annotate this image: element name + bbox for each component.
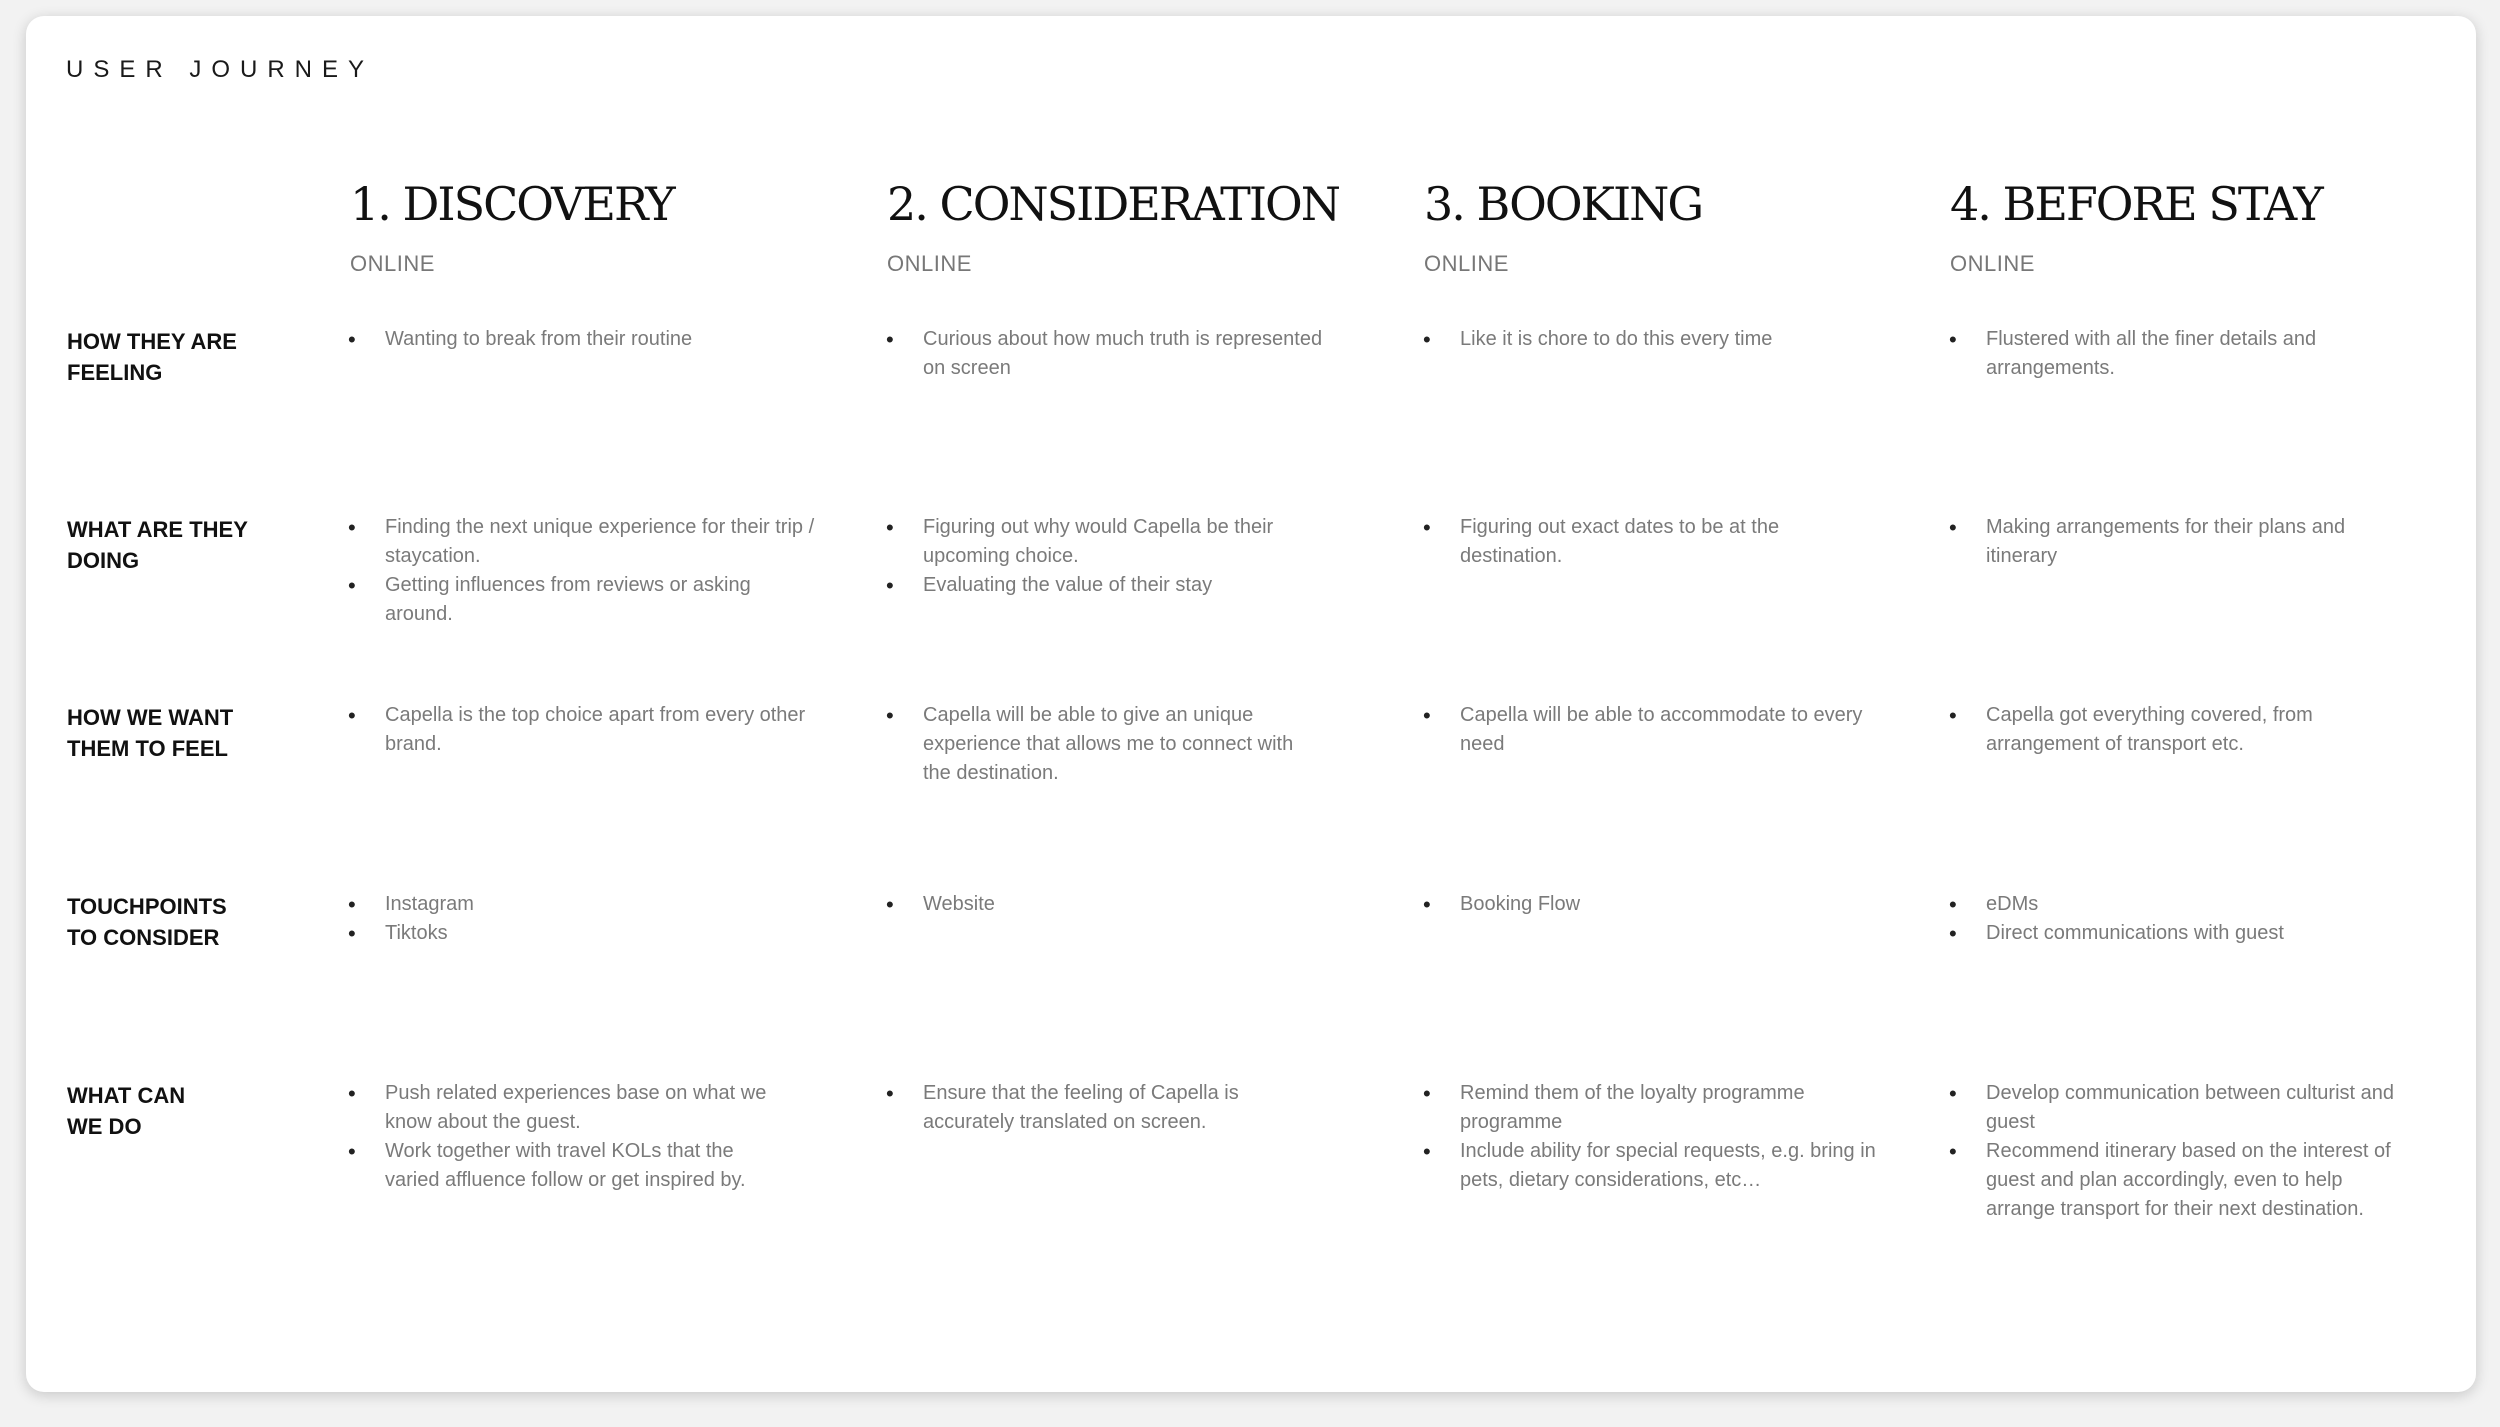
cell-touchpoints-consideration	[884, 890, 1324, 919]
stage-header-before-stay	[1950, 176, 2420, 278]
list-item: • Website	[884, 890, 1324, 919]
list-item: • Capella is the top choice apart from every other brand.	[346, 701, 816, 759]
list-item: • Capella will be able to give an unique experience that allows me to connect with the destination.	[884, 701, 1324, 788]
list-item: • Recommend itinerary based on the interest of guest and plan accordingly, even to help arrange transport for their next destination.	[1947, 1137, 2397, 1224]
row-label-want-to-feel: HOW WE WANT THEM TO FEEL	[67, 705, 234, 761]
list-item: • Figuring out why would Capella be their upcoming choice.	[884, 513, 1324, 571]
stage-channel: ONLINE	[1424, 251, 1509, 276]
list-item: • Instagram	[346, 890, 816, 919]
row-label-feeling: HOW THEY ARE FEELING	[67, 329, 237, 385]
list-item: • Ensure that the feeling of Capella is accurately translated on screen.	[884, 1079, 1324, 1137]
stage-title: 4. BEFORE STAY	[1950, 177, 2322, 231]
stage-header-consideration	[887, 176, 1357, 278]
cell-touchpoints-discovery	[346, 890, 816, 948]
row-label-touchpoints: TOUCHPOINTS TO CONSIDER	[67, 894, 227, 950]
list-item: • Remind them of the loyalty programme programme	[1421, 1079, 1891, 1137]
row-label-what-we-do: WHAT CAN WE DO	[67, 1083, 186, 1139]
stage-channel: ONLINE	[1950, 251, 2035, 276]
list-item: • Direct communications with guest	[1947, 919, 2377, 948]
row-label-doing: WHAT ARE THEY DOING	[67, 517, 248, 573]
cell-doing-before-stay	[1947, 513, 2377, 571]
list-item: • Wanting to break from their routine	[346, 325, 816, 354]
cell-actions-booking	[1421, 1079, 1891, 1195]
stage-channel: ONLINE	[350, 251, 435, 276]
stage-title: 2. CONSIDERATION	[887, 177, 1339, 231]
cell-feeling-before-stay	[1947, 325, 2377, 383]
list-item: • Push related experiences base on what we know about the guest.	[346, 1079, 786, 1137]
cell-want-consideration	[884, 701, 1324, 788]
list-item: • Curious about how much truth is represented on screen	[884, 325, 1324, 383]
cell-feeling-discovery	[346, 325, 816, 354]
list-item: • Capella will be able to accommodate to every need	[1421, 701, 1891, 759]
list-item: • eDMs	[1947, 890, 2377, 919]
page-title: USER JOURNEY	[66, 56, 375, 83]
list-item: • Evaluating the value of their stay	[884, 571, 1324, 600]
list-item: • Getting influences from reviews or asking around.	[346, 571, 816, 629]
cell-actions-discovery	[346, 1079, 786, 1195]
stage-title: 3. BOOKING	[1424, 177, 1703, 231]
stage-title: 1. DISCOVERY	[350, 177, 674, 231]
cell-want-booking	[1421, 701, 1891, 759]
cell-feeling-booking	[1421, 325, 1891, 354]
list-item: • Finding the next unique experience for their trip / staycation.	[346, 513, 816, 571]
list-item: • Tiktoks	[346, 919, 816, 948]
stage-header-booking	[1424, 176, 1894, 278]
stage-header-discovery	[350, 176, 820, 278]
cell-want-before-stay	[1947, 701, 2377, 759]
list-item: • Like it is chore to do this every time	[1421, 325, 1891, 354]
list-item: • Work together with travel KOLs that the varied affluence follow or get inspired by.	[346, 1137, 786, 1195]
list-item: • Making arrangements for their plans and itinerary	[1947, 513, 2377, 571]
list-item: • Capella got everything covered, from arrangement of transport etc.	[1947, 701, 2377, 759]
list-item: • Include ability for special requests, e.g. bring in pets, dietary considerations, etc…	[1421, 1137, 1891, 1195]
cell-actions-before-stay	[1947, 1079, 2397, 1224]
cell-touchpoints-booking	[1421, 890, 1891, 919]
list-item: • Flustered with all the finer details and arrangements.	[1947, 325, 2377, 383]
cell-doing-consideration	[884, 513, 1324, 600]
cell-want-discovery	[346, 701, 816, 759]
list-item: • Develop communication between culturist and guest	[1947, 1079, 2397, 1137]
stage-channel: ONLINE	[887, 251, 972, 276]
cell-doing-booking	[1421, 513, 1861, 571]
list-item: • Figuring out exact dates to be at the destination.	[1421, 513, 1861, 571]
cell-feeling-consideration	[884, 325, 1324, 383]
cell-touchpoints-before-stay	[1947, 890, 2377, 948]
cell-doing-discovery	[346, 513, 816, 629]
list-item: • Booking Flow	[1421, 890, 1891, 919]
cell-actions-consideration	[884, 1079, 1324, 1137]
